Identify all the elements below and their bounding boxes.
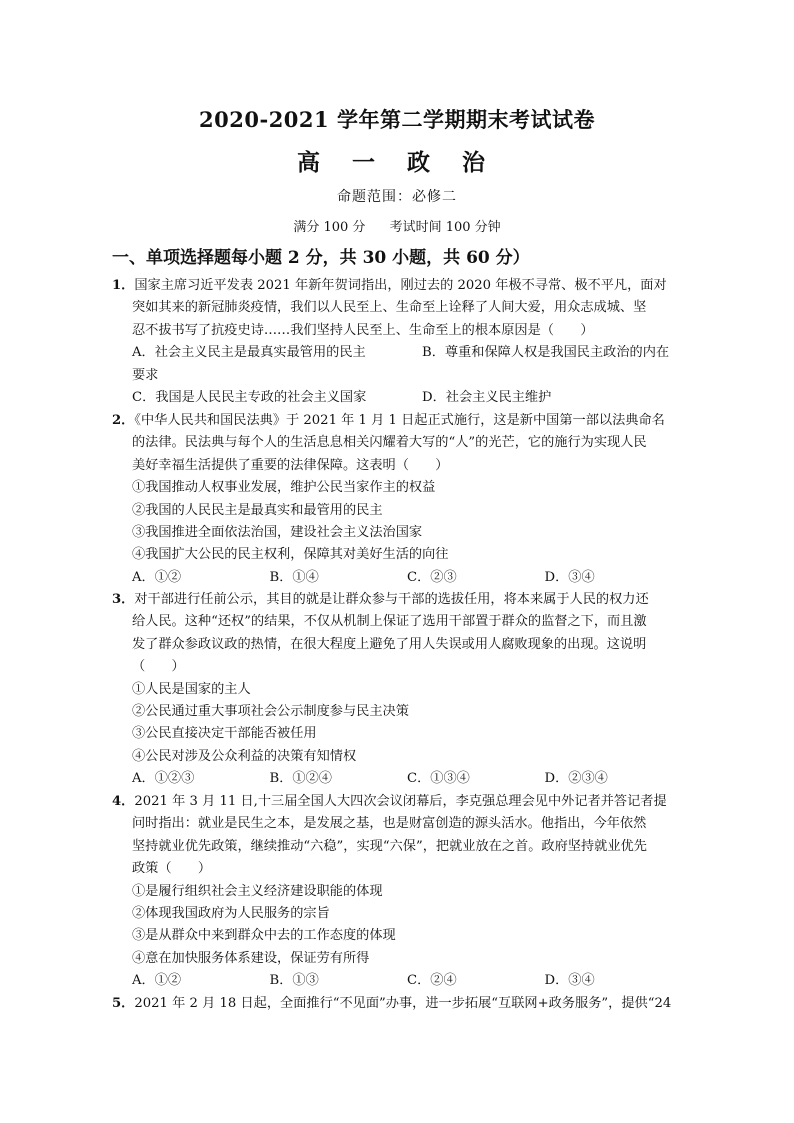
option-row (112, 342, 682, 364)
question-1 (112, 275, 682, 409)
option-c: C．①③④ (407, 771, 470, 787)
statement-item: ④意在加快服务体系建设，保证劳有所得 (132, 950, 370, 966)
statement-item: ④我国扩大公民的民主权利，保障其对美好生活的向往 (132, 547, 449, 563)
question-number: 2． (112, 413, 135, 428)
statement-item: ③我国推进全面依法治国，建设社会主义法治国家 (132, 525, 423, 541)
option-a: A．①② (132, 569, 182, 585)
statement-item: ①人民是国家的主人 (132, 681, 251, 697)
statement-item: ①是履行组织社会主义经济建设职能的体现 (132, 883, 383, 899)
question-text: 美好幸福生活提供了重要的法律保障。这表明（ ） (132, 457, 449, 473)
full-score: 满分 100 分 (293, 220, 366, 235)
statement-item: ②体现我国政府为人民服务的宗旨 (132, 906, 330, 922)
question-text: 坚持就业优先政策，继续推动“六稳”，实现“六保”，把就业放在之首。政府坚持就业优先 (132, 838, 647, 854)
option-d: D．②③④ (544, 771, 608, 787)
question-text: 突如其来的新冠肺炎疫情，我们以人民至上、生命至上诠释了人间大爱，用众志成城、坚 (132, 300, 647, 316)
option-b: B．尊重和保障人权是我国民主政治的内在 (422, 345, 670, 361)
question-2 (112, 410, 682, 589)
option-c: C．我国是人民民主专政的社会主义国家 (132, 390, 367, 406)
question-text: 《中华人民共和国民法典》于 2021 年 1 月 1 日起正式施行，这是新中国第一部以法典命名 (134, 413, 665, 428)
question-text: 忍不拔书写了抗疫史诗……我们坚持人民至上、生命至上的根本原因是（ ） (132, 322, 594, 338)
question-5 (112, 993, 682, 1015)
option-d: D．社会主义民主维护 (422, 390, 552, 406)
statement-item: ③是从群众中来到群众中去的工作态度的体现 (132, 928, 396, 944)
exam-meta (0, 216, 794, 235)
question-number: 1． (112, 278, 135, 293)
option-d: D．③④ (544, 569, 595, 585)
statement-item: ②我国的人民民主是最真实和最管用的民主 (132, 502, 383, 518)
option-c: C．②④ (407, 973, 457, 989)
question-text: 给人民。这种“还权”的结果，不仅从机制上保证了选用干部置于群众的监督之下，而且激 (132, 614, 647, 630)
statement-item: ④公民对涉及公众利益的决策有知情权 (132, 748, 357, 764)
option-b: B．①③ (269, 973, 319, 989)
question-text: 的法律。民法典与每个人的生活息息相关闪耀着大写的“人”的光芒，它的施行为实现人民 (132, 435, 647, 451)
question-number: 5． (112, 996, 135, 1011)
option-row (112, 387, 682, 409)
question-text: 国家主席习近平发表 2021 年新年贺词指出，刚过去的 2020 年极不寻常、极不平凡，面对 (134, 278, 667, 293)
option-row (112, 567, 682, 589)
option-row (112, 768, 682, 790)
question-text: （ ） (132, 659, 185, 675)
option-b: B．①②④ (269, 771, 332, 787)
question-text: 2021 年 3 月 11 日,十三届全国人大四次会议闭幕后，李克强总理会见中外记者并答记者提 (134, 794, 667, 809)
question-text: 政策（ ） (132, 861, 212, 877)
exam-time: 考试时间 100 分钟 (389, 220, 501, 235)
option-a: A．①②③ (132, 771, 195, 787)
exam-scope: 命题范围：必修二 (337, 189, 457, 205)
question-text: 对干部进行任前公示，其目的就是让群众参与干部的选拔任用，将本来属于人民的权力还 (134, 592, 649, 607)
option-b-continued: 要求 (132, 367, 159, 383)
statement-item: ①我国推动人权事业发展，维护公民当家作主的权益 (132, 480, 436, 496)
option-b: B．①④ (269, 569, 319, 585)
question-3 (112, 589, 682, 791)
option-d: D．③④ (544, 973, 595, 989)
exam-subject: 高 一 政 治 (296, 149, 498, 176)
question-number: 3． (112, 592, 135, 607)
option-a: A．社会主义民主是最真实最管用的民主 (132, 345, 366, 361)
question-text: 问时指出：就业是民生之本，是发展之基，也是财富创造的源头活水。他指出，今年依然 (132, 816, 647, 832)
statement-item: ③公民直接决定干部能否被任用 (132, 726, 317, 742)
statement-item: ②公民通过重大事项社会公示制度参与民主决策 (132, 704, 409, 720)
exam-title: 2020-2021 学年第二学期期末考试试卷 (199, 107, 595, 132)
option-c: C．②③ (407, 569, 457, 585)
question-text: 2021 年 2 月 18 日起，全面推行“不见面”办事，进一步拓展“互联网+政务服务”，提供“24 (134, 996, 672, 1011)
option-row (112, 970, 682, 992)
section-heading: 一、单项选择题每小题 2 分，共 30 小题，共 60 分） (112, 248, 530, 268)
question-number: 4． (112, 794, 135, 809)
option-a: A．①② (132, 973, 182, 989)
question-text: 发了群众参政议政的热情，在很大程度上避免了用人失误或用人腐败现象的出现。这说明 (132, 636, 647, 652)
question-4 (112, 791, 682, 993)
